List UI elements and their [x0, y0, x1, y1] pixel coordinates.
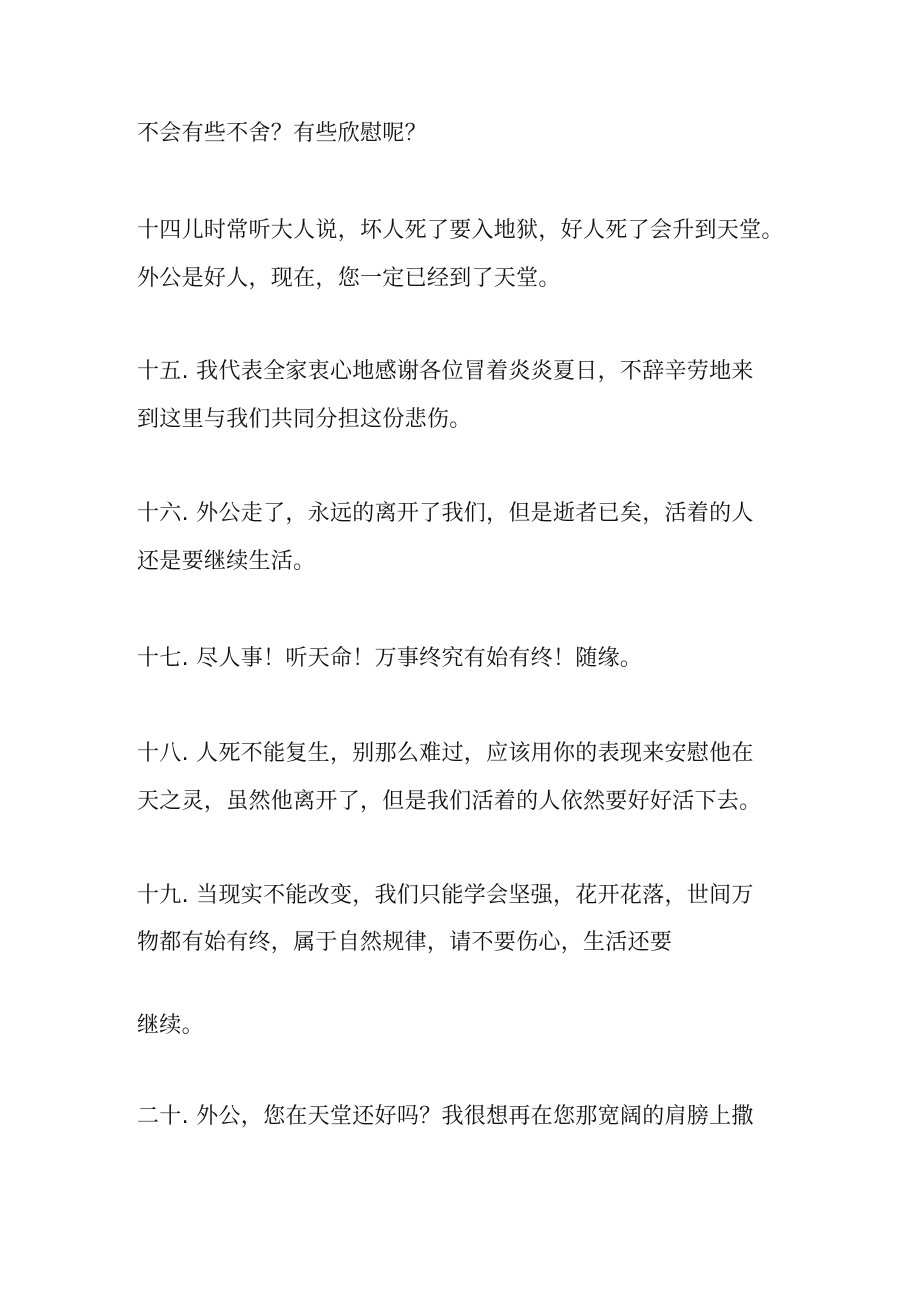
- text-line: 十八. 人死不能复生，别那么难过，应该用你的表现来安慰他在: [137, 741, 754, 766]
- text-line: 物都有始有终，属于自然规律，请不要伤心，生活还要: [137, 930, 673, 955]
- text-line: 十九. 当现实不能改变，我们只能学会坚强，花开花落，世间万: [137, 883, 754, 908]
- text-line: 不会有些不舍？有些欣慰呢？: [137, 121, 427, 146]
- text-line: 二十. 外公，您在天堂还好吗？我很想再在您那宽阔的肩膀上撒: [137, 1104, 754, 1129]
- text-line: 十五. 我代表全家衷心地感谢各位冒着炎炎夏日，不辞辛劳地来: [137, 359, 754, 384]
- text-line: 十七. 尽人事！听天命！万事终究有始有终！随缘。: [137, 646, 643, 671]
- text-line: 继续。: [137, 1013, 204, 1038]
- text-line: 还是要继续生活。: [137, 549, 316, 574]
- text-line: 外公是好人，现在，您一定已经到了天堂。: [137, 266, 561, 291]
- text-line: 十六. 外公走了，永远的离开了我们，但是逝者已矣，活着的人: [137, 501, 754, 526]
- text-line: 到这里与我们共同分担这份悲伤。: [137, 407, 472, 432]
- text-line: 天之灵，虽然他离开了，但是我们活着的人依然要好好活下去。: [137, 789, 762, 814]
- text-line: 十四儿时常听大人说，坏人死了要入地狱，好人死了会升到天堂。: [137, 218, 784, 243]
